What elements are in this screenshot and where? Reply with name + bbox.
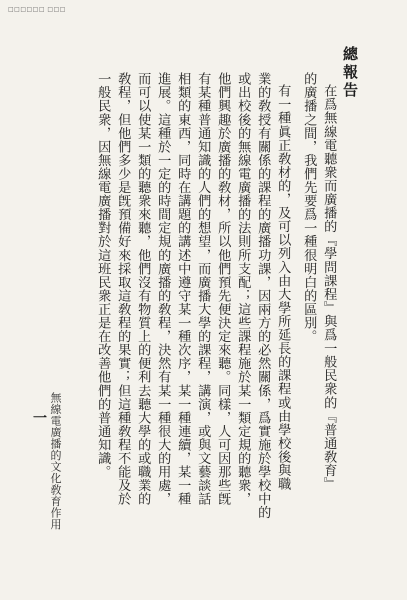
catalog-stamp: □□□□□□ □□□: [8, 6, 66, 13]
body-column-11: 敎程，但他們多少是旣預備好來採取這敎程的果實；但這種敎程不能及於: [115, 72, 131, 506]
body-column-8: 相類的東西，同時在講題的講述中遵守某一種次序，某一種連續，某一種: [175, 72, 191, 506]
page-number: 一: [33, 411, 47, 427]
body-column-7: 有某種普通知識的人們的想望，而廣播大學的課程，講演，或與文藝談話: [195, 72, 211, 506]
body-column-9: 進展。這種於一定的時間定規的廣播的敎程，決然有某一種很大的用處，: [155, 72, 171, 506]
body-column-5: 或出校後的無線電廣播的法則所支配；這些課程施於某一類定規的聽衆，: [235, 72, 251, 506]
body-column-2: 的廣播之間，我們先要爲一種很明白的區別。: [301, 72, 317, 343]
body-column-6: 他們興趣於廣播的敎材，所以他們預先便決定來聽。同樣，人可因那些旣: [215, 72, 231, 506]
body-column-10: 而可以使某一類的聽衆來聽，他們沒有物質上的便利去聽大學的或職業的: [135, 72, 151, 506]
body-column-4: 業的敎授有關係的課程的廣播功課，因兩方的必然關係，爲實施於學校中的: [255, 72, 271, 520]
running-head: 無線電廣播的文化敎育作用: [49, 392, 62, 530]
body-column-1: 在爲無線電聽衆而廣播的『學問課程』與爲一般民衆的『普通敎育』: [321, 84, 337, 491]
section-title: 總報告: [341, 46, 359, 100]
body-column-12: 一般民衆，因無線電廣播對於這班民衆正是在改善他們的普通知識。: [95, 72, 111, 479]
body-column-3: 有一種眞正敎材的，及可以列入由大學所延長的課程或由學校後與職: [275, 84, 291, 491]
